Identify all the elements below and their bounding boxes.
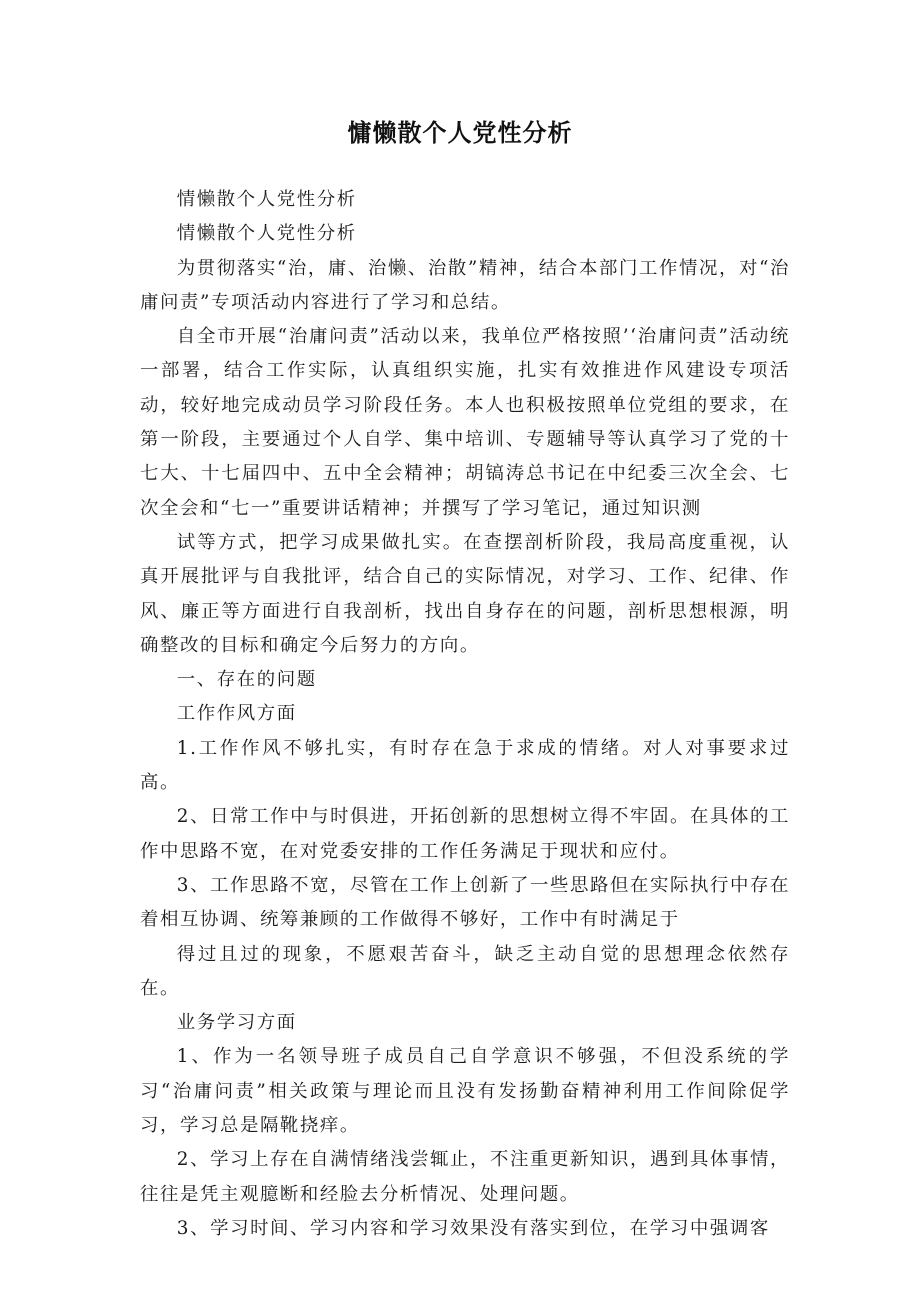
list-item-work-1: 1.工作作风不够扎实，有时存在急于求成的情绪。对人对事要求过高。 [140,737,790,794]
paragraph-subtitle-1: 情懒散个人党性分析 [176,189,357,210]
paragraph-background: 自全市开展“治庸问责”活动以来，我单位严格按照’‘治庸问责”活动统一部署，结合工作实际，认真组织实施，扎实有效推进作风建设专项活动，较好地完成动员学习阶段任务。本人也积极按照单位党组的要求，在第一阶段，主要通过个人自学、集中培训、专题辅导等认真学习了党的十七大、十七届四中、五中全会精神；胡镐涛总书记在中纪委三次全会、七次全会和“七一”重要讲话精神；并撰写了学习笔记，通过知识测 [140,326,790,519]
list-item-work-3-continued: 得过且过的现象，不愿艰苦奋斗，缺乏主动自觉的思想理念依然存在。 [140,943,790,999]
subsection-heading-work-style: 工作作风方面 [176,703,297,725]
document-body [140,183,790,1246]
list-item-study-1: 1、作为一名领导班子成员自己自学意识不够强，不但没系统的学习“治庸问责”相关政策与理论而且没有发扬勤奋精神利用工作间除促学习，学习总是隔靴挠痒。 [140,1046,790,1137]
paragraph-analysis-stage: 试等方式，把学习成果做扎实。在查摆剖析阶段，我局高度重视，认真开展批评与自我批评，结合自己的实际情况，对学习、工作、纪律、作风、廉正等方面进行自我剖析，找出自身存在的问题，剖析思想根源，明确整改的目标和确定今后努力的方向。 [140,531,790,656]
list-item-study-3: 3、学习时间、学习内容和学习效果没有落实到位，在学习中强调客 [176,1217,770,1239]
subsection-heading-study: 业务学习方面 [176,1012,297,1034]
document-title: 慵懒散个人党性分析 [347,119,573,147]
list-item-study-2: 2、学习上存在自满情绪浅尝辄止，不注重更新知识，遇到具体事情，往往是凭主观臆断和经脸去分析情况、处理问题。 [140,1149,790,1205]
paragraph-intro: 为贯彻落实“治，庸、治懒、治散”精神，结合本部门工作情况，对“治庸问责”专项活动内容进行了学习和总结。 [140,257,790,313]
paragraph-subtitle-2: 情懒散个人党性分析 [176,223,357,245]
section-heading-problems: 一、存在的问题 [176,669,317,691]
list-item-work-2: 2、日常工作中与时俱进，开拓创新的思想树立得不牢固。在具体的工作中思路不宽，在对党委安排的工作任务满足于现状和应付。 [140,806,790,862]
list-item-work-3: 3、工作思路不宽，尽管在工作上创新了一些思路但在实际执行中存在着相互协调、统筹兼顾的工作做得不够好，工作中有时满足于 [140,874,790,931]
